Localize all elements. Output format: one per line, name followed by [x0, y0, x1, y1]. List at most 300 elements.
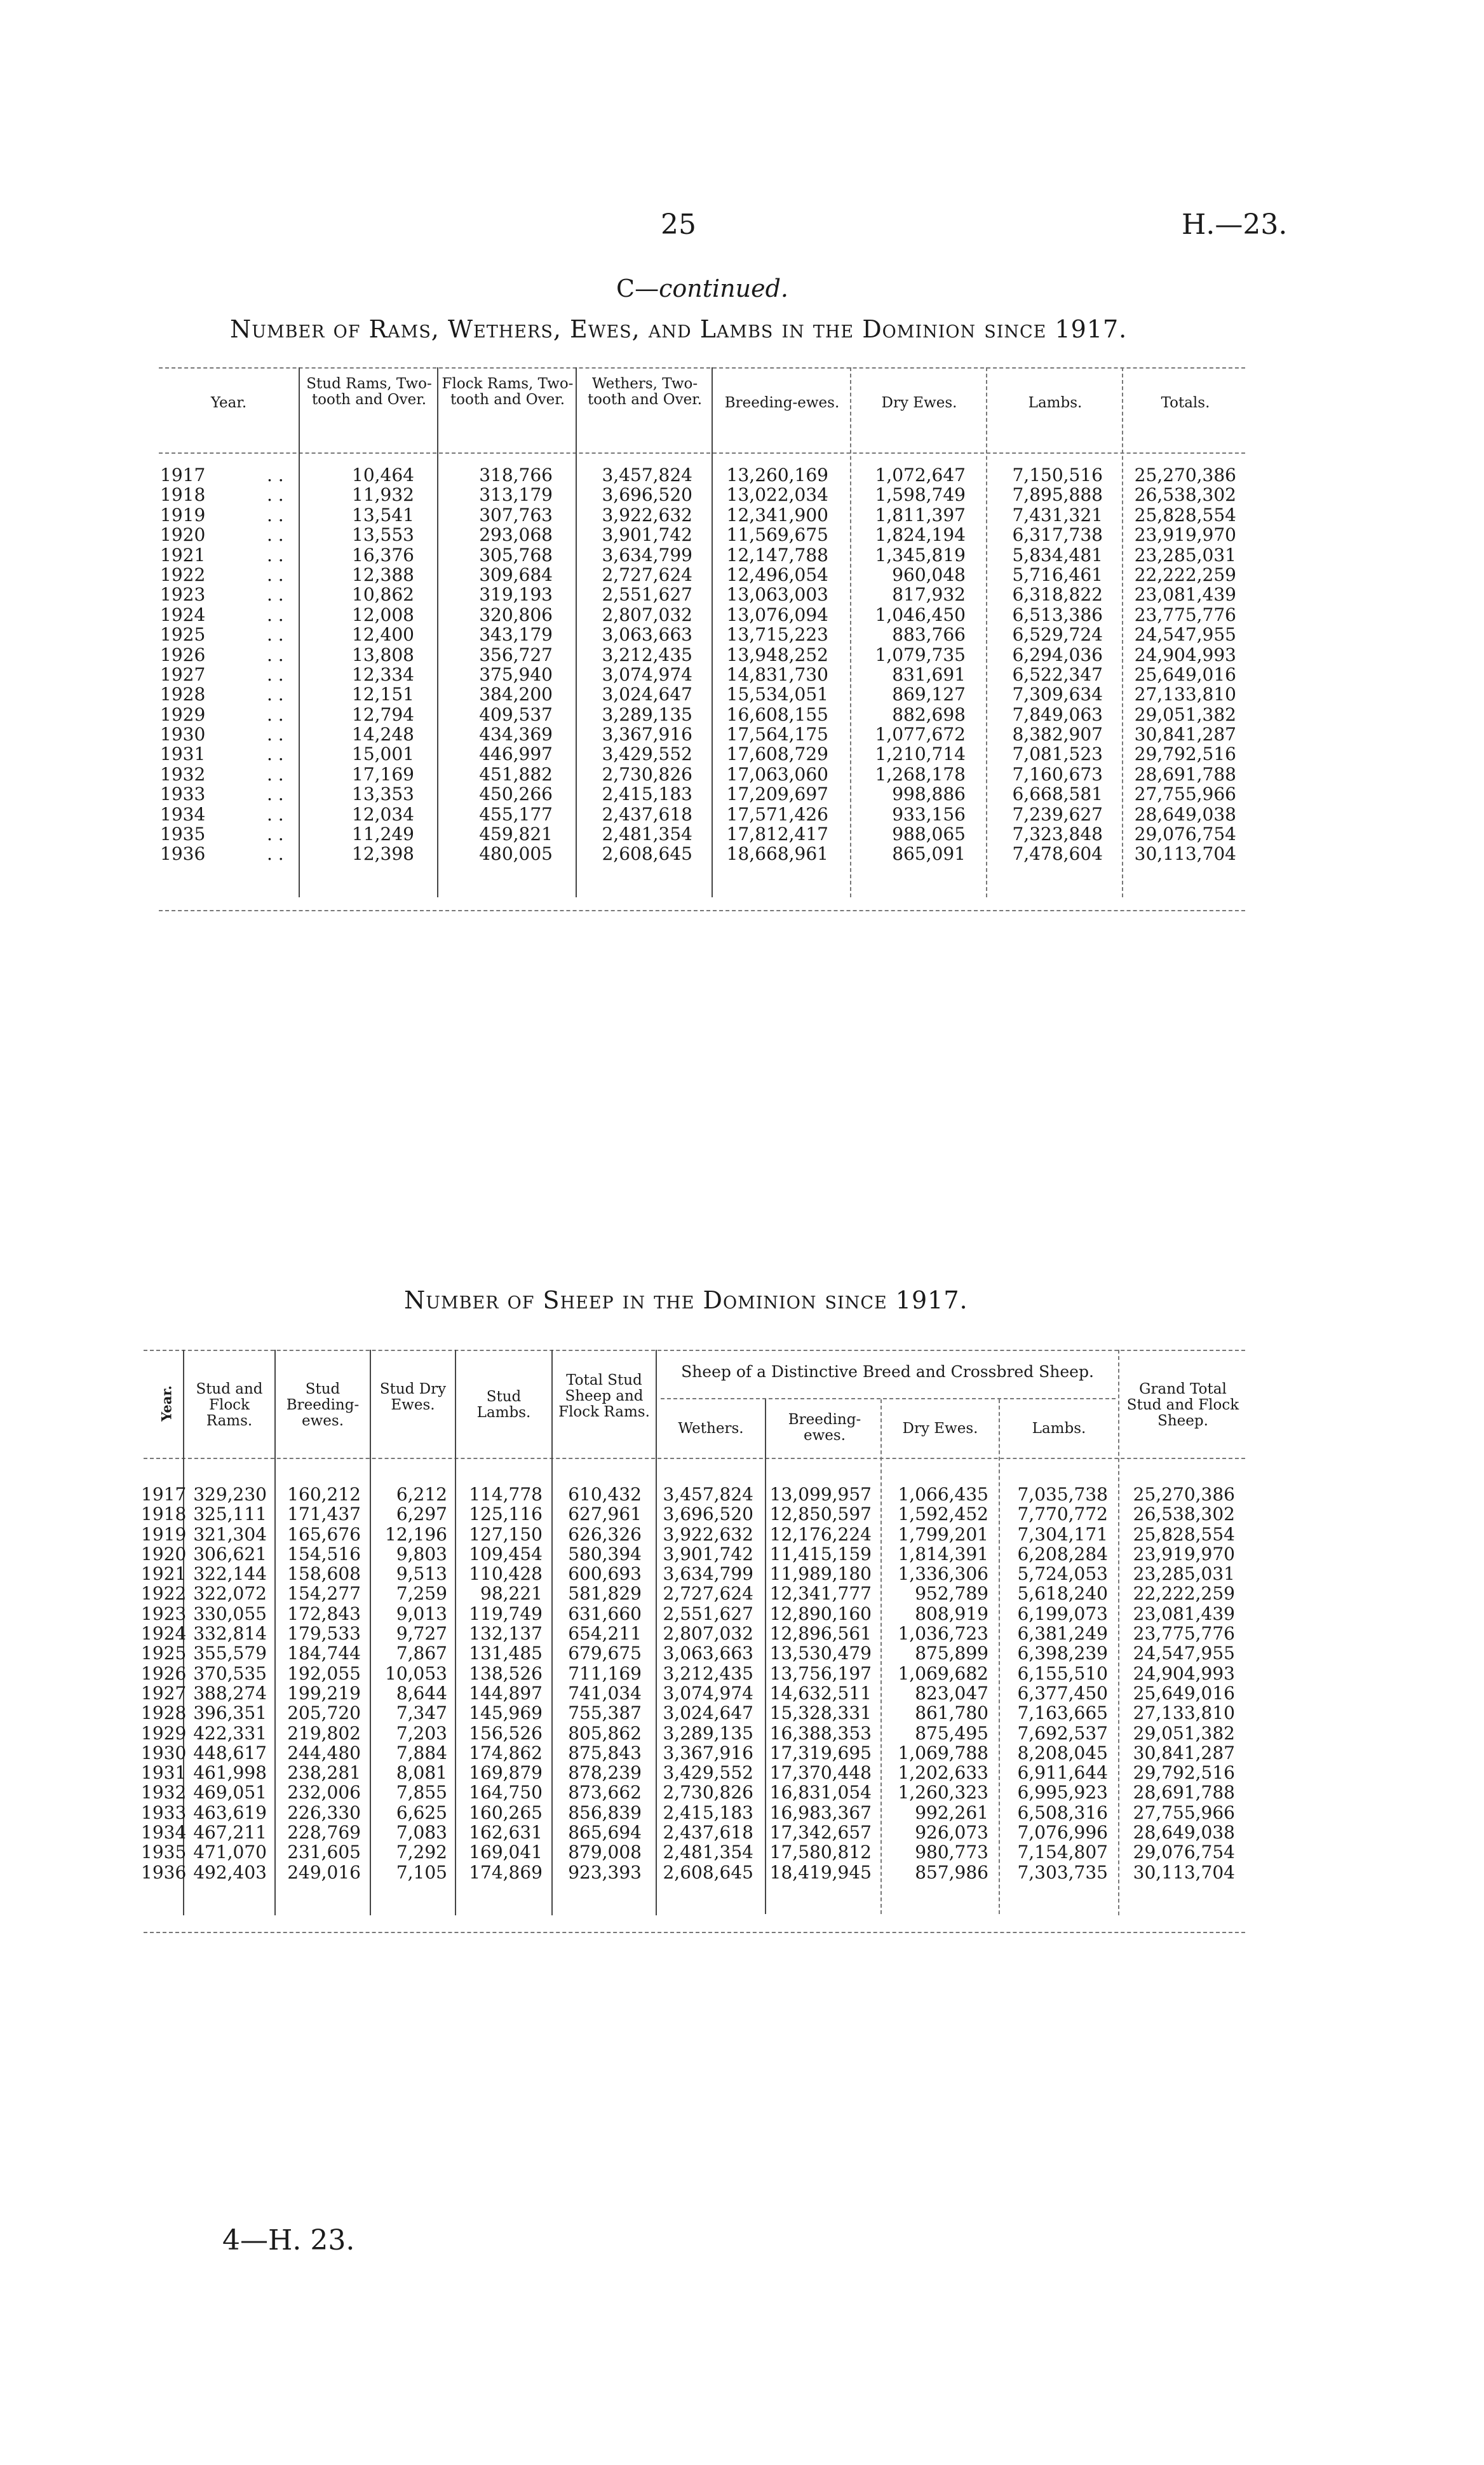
table1-wethers-cell: 2,730,826	[602, 763, 692, 785]
table1-wethers-cell: 2,437,618	[602, 803, 692, 825]
table2-lambs-cell: 6,995,923	[1017, 1782, 1108, 1803]
table1-dry-ewes-cell: 1,811,397	[875, 504, 966, 526]
table2-year-cell: 1935	[141, 1842, 187, 1863]
table2-stud-breeding-ewes-cell: 244,480	[287, 1742, 361, 1763]
table2-dry-ewes-cell: 1,069,788	[898, 1742, 988, 1763]
table1-divider	[986, 367, 987, 897]
table2-lambs-cell: 6,911,644	[1017, 1762, 1108, 1784]
table1-lambs-cell: 7,150,516	[1012, 465, 1103, 486]
table2-lambs-cell: 7,692,537	[1017, 1722, 1108, 1744]
table1-totals-cell: 27,755,966	[1134, 784, 1236, 805]
table1-dry-ewes-column	[854, 465, 966, 864]
table1-flock-rams-cell: 309,684	[479, 564, 553, 585]
table1-stud-rams-cell: 14,248	[352, 724, 414, 745]
table2-stud-dry-ewes-cell: 12,196	[385, 1523, 447, 1545]
table2-total-stud-cell: 711,169	[568, 1662, 642, 1684]
leader-dots: . .	[267, 504, 284, 526]
table2-stud-flock-rams-cell: 306,621	[193, 1543, 267, 1565]
table2-breeding-ewes-cell: 13,530,479	[769, 1643, 872, 1664]
table2-dry-ewes-cell: 1,336,306	[898, 1563, 988, 1585]
table1-wethers-cell: 3,289,135	[602, 703, 692, 725]
table1-totals-cell: 29,076,754	[1134, 824, 1236, 845]
table2-stud-breeding-ewes-cell: 160,212	[287, 1484, 361, 1505]
table2-year-cell: 1920	[141, 1543, 187, 1565]
table1-lambs-cell: 5,834,481	[1012, 544, 1103, 566]
table2-lambs-cell: 7,163,665	[1017, 1702, 1108, 1724]
table2-wethers-cell: 3,922,632	[663, 1523, 753, 1545]
table2-year-cell: 1933	[141, 1802, 187, 1823]
table1-year-cell: 1921	[160, 544, 206, 566]
table2-total-stud-cell: 626,326	[568, 1523, 642, 1545]
table1-breeding-ewes-cell: 12,341,900	[726, 504, 828, 526]
table2-wethers-cell: 2,608,645	[663, 1861, 753, 1883]
table1-year-cell: 1934	[160, 803, 206, 825]
table2-breeding-ewes-cell: 17,342,657	[769, 1822, 872, 1844]
table1-stud-rams-cell: 12,034	[352, 803, 414, 825]
table1-lambs-cell: 7,849,063	[1012, 703, 1103, 725]
table2-grand-total-cell: 29,792,516	[1133, 1762, 1235, 1784]
table1-dry-ewes-cell: 882,698	[892, 703, 966, 725]
table2-stud-breeding-ewes-cell: 184,744	[287, 1643, 361, 1664]
table2-grand-total-cell: 25,270,386	[1133, 1484, 1235, 1505]
table1-dry-ewes-cell: 1,824,194	[875, 524, 966, 546]
table2-stud-lambs-cell: 169,879	[469, 1762, 543, 1784]
table2-stud-breeding-ewes-cell: 232,006	[287, 1782, 361, 1803]
table2-total-stud-cell: 581,829	[568, 1583, 642, 1605]
table2-grand-total-cell: 26,538,302	[1133, 1504, 1235, 1525]
table1-lambs-column	[991, 465, 1103, 864]
table1-stud-rams-cell: 12,151	[352, 684, 414, 705]
table2-stud-flock-rams-cell: 461,998	[193, 1762, 267, 1784]
table1-wethers-cell: 3,457,824	[602, 465, 692, 486]
table2-stud-dry-ewes-cell: 7,105	[396, 1861, 447, 1883]
table2-lambs-cell: 6,381,249	[1017, 1623, 1108, 1645]
table2-total-stud-cell: 873,662	[568, 1782, 642, 1803]
table1-lambs-cell: 7,895,888	[1012, 484, 1103, 506]
table2-divider	[880, 1399, 882, 1914]
table1-totals-cell: 25,270,386	[1134, 465, 1236, 486]
table1-dry-ewes-cell: 988,065	[892, 824, 966, 845]
table2-total-stud-cell: 856,839	[568, 1802, 642, 1823]
table2-year-cell: 1919	[141, 1523, 187, 1545]
table1-stud-rams-cell: 12,400	[352, 624, 414, 646]
table2-year-cell: 1917	[141, 1484, 187, 1505]
table1-year-cell: 1922	[160, 564, 206, 585]
table1-breeding-ewes-cell: 18,668,961	[726, 843, 828, 865]
table1-totals-cell: 29,051,382	[1134, 703, 1236, 725]
table1-flock-rams-cell: 319,193	[479, 584, 553, 606]
table1-stud-rams-cell: 10,464	[352, 465, 414, 486]
table1-divider	[850, 367, 851, 897]
table1-flock-rams-cell: 480,005	[479, 843, 553, 865]
table2-lambs-cell: 6,208,284	[1017, 1543, 1108, 1565]
table1-dry-ewes-cell: 817,932	[892, 584, 966, 606]
table2-stud-lambs-cell: 127,150	[469, 1523, 543, 1545]
table2-group-rule	[661, 1398, 1116, 1399]
table1-flock-rams-cell: 305,768	[479, 544, 553, 566]
table2-grand-total-cell: 25,649,016	[1133, 1682, 1235, 1704]
table2-wethers-cell: 2,415,183	[663, 1802, 753, 1823]
table1-wethers-cell: 2,551,627	[602, 584, 692, 606]
table2-stud-flock-rams-cell: 463,619	[193, 1802, 267, 1823]
table1-totals-cell: 25,828,554	[1134, 504, 1236, 526]
table2-stud-breeding-ewes-cell: 158,608	[287, 1563, 361, 1585]
table1-lambs-cell: 7,160,673	[1012, 763, 1103, 785]
table1-flock-rams-cell: 455,177	[479, 803, 553, 825]
table2-stud-lambs-cell: 164,750	[469, 1782, 543, 1803]
continued-heading	[616, 275, 788, 302]
table1-stud-rams-cell: 13,808	[352, 644, 414, 665]
table2-lambs-cell: 6,398,239	[1017, 1643, 1108, 1664]
table1-year-cell: 1933	[160, 784, 206, 805]
table2-header-stud-breeding-ewes: Stud Breeding-ewes.	[286, 1381, 360, 1429]
table2-stud-flock-rams-cell: 471,070	[193, 1842, 267, 1863]
table2-year-cell: 1923	[141, 1603, 187, 1624]
table2-total-stud-cell: 610,432	[568, 1484, 642, 1505]
table2-year-cell: 1932	[141, 1782, 187, 1803]
table1-year-cell: 1924	[160, 604, 206, 625]
table1-breeding-ewes-cell: 17,564,175	[726, 724, 828, 745]
table2-year-cell: 1918	[141, 1504, 187, 1525]
table1-lambs-cell: 5,716,461	[1012, 564, 1103, 585]
table2-dry-ewes-cell: 1,036,723	[898, 1623, 988, 1645]
table2-lambs-cell: 6,155,510	[1017, 1662, 1108, 1684]
table2-breeding-ewes-cell: 14,632,511	[769, 1682, 872, 1704]
table1-totals-cell: 29,792,516	[1134, 744, 1236, 765]
table2-stud-flock-rams-cell: 321,304	[193, 1523, 267, 1545]
table1-totals-cell: 24,547,955	[1134, 624, 1236, 646]
table1-year-cell: 1926	[160, 644, 206, 665]
table1-year-cell: 1923	[160, 584, 206, 606]
table2-breeding-ewes-cell: 13,099,957	[769, 1484, 872, 1505]
table2-stud-breeding-ewes-column	[277, 1484, 361, 1882]
table1-stud-rams-cell: 13,553	[352, 524, 414, 546]
table1-title: Number of Rams, Wethers, Ewes, and Lambs in the Dominion since 1917.	[230, 315, 1128, 343]
table1-year-cell: 1928	[160, 684, 206, 705]
table1-lambs-cell: 6,294,036	[1012, 644, 1103, 665]
leader-dots: . .	[267, 524, 284, 546]
table1-lambs-cell: 6,317,738	[1012, 524, 1103, 546]
leader-dots: . .	[267, 744, 284, 765]
table2-stud-flock-rams-cell: 448,617	[193, 1742, 267, 1763]
table2-stud-flock-rams-cell: 492,403	[193, 1861, 267, 1883]
table1-year-cell: 1925	[160, 624, 206, 646]
table1-breeding-ewes-cell: 13,260,169	[726, 465, 828, 486]
table1-lambs-cell: 7,478,604	[1012, 843, 1103, 865]
table2-total-stud-column	[554, 1484, 642, 1882]
table2-total-stud-cell: 654,211	[568, 1623, 642, 1645]
table2-stud-lambs-cell: 125,116	[469, 1504, 543, 1525]
table1-breeding-ewes-cell: 12,147,788	[726, 544, 828, 566]
continued-italic: continued.	[659, 275, 788, 302]
table2-stud-lambs-cell: 156,526	[469, 1722, 543, 1744]
leader-dots: . .	[267, 644, 284, 665]
table2-stud-breeding-ewes-cell: 228,769	[287, 1822, 361, 1844]
table1-divider	[576, 367, 577, 897]
table2-wethers-cell: 3,063,663	[663, 1643, 753, 1664]
table2-stud-breeding-ewes-cell: 238,281	[287, 1762, 361, 1784]
table2-breeding-ewes-cell: 13,756,197	[769, 1662, 872, 1684]
table1-breeding-ewes-cell: 17,608,729	[726, 744, 828, 765]
table1-totals-cell: 22,222,259	[1134, 564, 1236, 585]
table2-wethers-cell: 3,457,824	[663, 1484, 753, 1505]
table2-lambs-cell: 7,770,772	[1017, 1504, 1108, 1525]
table2-stud-lambs-cell: 114,778	[469, 1484, 543, 1505]
table2-stud-breeding-ewes-cell: 154,516	[287, 1543, 361, 1565]
table2-bottom-rule	[144, 1932, 1245, 1933]
table1-stud-rams-cell: 12,388	[352, 564, 414, 585]
table2-grand-total-cell: 22,222,259	[1133, 1583, 1235, 1605]
table2-dry-ewes-cell: 1,260,323	[898, 1782, 988, 1803]
leader-dots: . .	[267, 624, 284, 646]
table2-year-cell: 1928	[141, 1702, 187, 1724]
table1-stud-rams-cell: 10,862	[352, 584, 414, 606]
table2-stud-lambs-cell: 162,631	[469, 1822, 543, 1844]
table2-stud-flock-rams-cell: 370,535	[193, 1662, 267, 1684]
leader-dots: . .	[267, 784, 284, 805]
table2-stud-dry-ewes-cell: 9,013	[396, 1603, 447, 1624]
table1-totals-column	[1126, 465, 1236, 864]
table1-lambs-cell: 6,318,822	[1012, 584, 1103, 606]
table1-totals-cell: 24,904,993	[1134, 644, 1236, 665]
table1-top-rule	[159, 367, 1245, 369]
table2-lambs-cell: 7,303,735	[1017, 1861, 1108, 1883]
table2-header-lambs: Lambs.	[1032, 1420, 1086, 1437]
table1-stud-rams-cell: 12,008	[352, 604, 414, 625]
table1-breeding-ewes-cell: 13,076,094	[726, 604, 828, 625]
table2-divider	[1118, 1350, 1119, 1915]
table1-dry-ewes-cell: 1,079,735	[875, 644, 966, 665]
table1-divider	[299, 367, 300, 897]
table1-header-dry-ewes: Dry Ewes.	[881, 395, 957, 411]
table2-year-cell: 1926	[141, 1662, 187, 1684]
table2-stud-flock-rams-cell: 469,051	[193, 1782, 267, 1803]
table2-header-wethers: Wethers.	[678, 1420, 744, 1437]
table2-stud-dry-ewes-cell: 9,727	[396, 1623, 447, 1645]
table1-header-lambs: Lambs.	[1028, 395, 1083, 411]
table1-totals-cell: 27,133,810	[1134, 684, 1236, 705]
table1-breeding-ewes-cell: 17,063,060	[726, 763, 828, 785]
table2-year-column	[141, 1484, 186, 1882]
table2-dry-ewes-column	[883, 1484, 988, 1882]
table1-lambs-cell: 6,668,581	[1012, 784, 1103, 805]
table2-stud-breeding-ewes-cell: 226,330	[287, 1802, 361, 1823]
table2-stud-dry-ewes-column	[372, 1484, 447, 1882]
table1-flock-rams-cell: 375,940	[479, 663, 553, 685]
page-number: 25	[661, 208, 696, 241]
table1-totals-cell: 23,081,439	[1134, 584, 1236, 606]
table2-stud-flock-rams-cell: 355,579	[193, 1643, 267, 1664]
table1-flock-rams-cell: 409,537	[479, 703, 553, 725]
table2-grand-total-cell: 28,691,788	[1133, 1782, 1235, 1803]
table1-totals-cell: 26,538,302	[1134, 484, 1236, 506]
table1-breeding-ewes-cell: 17,812,417	[726, 824, 828, 845]
leader-dots: . .	[267, 724, 284, 745]
table1-wethers-cell: 3,634,799	[602, 544, 692, 566]
table2-wethers-cell: 3,696,520	[663, 1504, 753, 1525]
table1-dry-ewes-cell: 831,691	[892, 663, 966, 685]
table2-breeding-ewes-cell: 15,328,331	[769, 1702, 872, 1724]
table2-breeding-ewes-cell: 18,419,945	[769, 1861, 872, 1883]
table1-wethers-cell: 2,608,645	[602, 843, 692, 865]
table1-totals-cell: 23,919,970	[1134, 524, 1236, 546]
table2-total-stud-cell: 631,660	[568, 1603, 642, 1624]
table2-stud-breeding-ewes-cell: 205,720	[287, 1702, 361, 1724]
table1-breeding-ewes-cell: 13,948,252	[726, 644, 828, 665]
table2-stud-dry-ewes-cell: 9,803	[396, 1543, 447, 1565]
table2-dry-ewes-cell: 875,899	[915, 1643, 988, 1664]
table2-breeding-ewes-cell: 17,370,448	[769, 1762, 872, 1784]
table2-total-stud-cell: 878,239	[568, 1762, 642, 1784]
table1-dry-ewes-cell: 960,048	[892, 564, 966, 585]
table2-grand-total-cell: 23,081,439	[1133, 1603, 1235, 1624]
table2-grand-total-cell: 23,285,031	[1133, 1563, 1235, 1585]
table2-title: Number of Sheep in the Dominion since 1917.	[404, 1286, 968, 1314]
table2-breeding-ewes-cell: 12,176,224	[769, 1523, 872, 1545]
table2-breeding-ewes-cell: 11,989,180	[769, 1563, 872, 1585]
table2-stud-dry-ewes-cell: 7,867	[396, 1643, 447, 1664]
table1-year-cell: 1931	[160, 744, 206, 765]
table1-flock-rams-cell: 307,763	[479, 504, 553, 526]
table2-breeding-ewes-cell: 11,415,159	[769, 1543, 872, 1565]
table2-stud-lambs-cell: 174,862	[469, 1742, 543, 1763]
table2-stud-dry-ewes-cell: 7,083	[396, 1822, 447, 1844]
table2-header-year: Year.	[158, 1385, 175, 1422]
table2-header-stud-lambs: Stud Lambs.	[476, 1389, 531, 1421]
table2-header-group: Sheep of a Distinctive Breed and Crossbred Sheep.	[681, 1362, 1094, 1381]
table1-stud-rams-cell: 13,353	[352, 784, 414, 805]
leader-dots: . .	[267, 803, 284, 825]
table2-divider	[274, 1350, 276, 1915]
table2-divider	[370, 1350, 371, 1915]
table2-divider	[455, 1350, 456, 1915]
table1-flock-rams-cell: 320,806	[479, 604, 553, 625]
table1-dry-ewes-cell: 998,886	[892, 784, 966, 805]
table2-breeding-ewes-cell: 12,850,597	[769, 1504, 872, 1525]
table2-stud-dry-ewes-cell: 6,212	[396, 1484, 447, 1505]
table2-grand-total-column	[1121, 1484, 1235, 1882]
table2-grand-total-cell: 27,755,966	[1133, 1802, 1235, 1823]
table2-stud-breeding-ewes-cell: 172,843	[287, 1603, 361, 1624]
table2-header-total-stud: Total Stud Sheep and Flock Rams.	[558, 1372, 650, 1420]
table1-lambs-cell: 6,522,347	[1012, 663, 1103, 685]
table1-totals-cell: 28,649,038	[1134, 803, 1236, 825]
table1-dry-ewes-cell: 869,127	[892, 684, 966, 705]
table2-dry-ewes-cell: 1,066,435	[898, 1484, 988, 1505]
table2-dry-ewes-cell: 1,799,201	[898, 1523, 988, 1545]
table1-lambs-cell: 7,081,523	[1012, 744, 1103, 765]
table2-wethers-cell: 2,437,618	[663, 1822, 753, 1844]
table1-breeding-ewes-cell: 17,209,697	[726, 784, 828, 805]
table2-stud-dry-ewes-cell: 7,347	[396, 1702, 447, 1724]
table2-year-cell: 1930	[141, 1742, 187, 1763]
table2-breeding-ewes-cell: 17,319,695	[769, 1742, 872, 1763]
table2-stud-lambs-cell: 132,137	[469, 1623, 543, 1645]
table2-dry-ewes-cell: 952,789	[915, 1583, 988, 1605]
table2-wethers-cell: 2,551,627	[663, 1603, 753, 1624]
table2-total-stud-cell: 805,862	[568, 1722, 642, 1744]
table2-header-grand-total: Grand Total Stud and Flock Sheep.	[1126, 1381, 1239, 1429]
table2-stud-dry-ewes-cell: 10,053	[385, 1662, 447, 1684]
leader-dots: . .	[267, 484, 284, 506]
table1-header-stud-rams: Stud Rams, Two-tooth and Over.	[306, 376, 432, 408]
table2-header-stud-dry-ewes: Stud Dry Ewes.	[379, 1381, 447, 1413]
table1-year-cell: 1932	[160, 763, 206, 785]
table2-wethers-cell: 3,429,552	[663, 1762, 753, 1784]
table2-stud-lambs-cell: 119,749	[469, 1603, 543, 1624]
table2-stud-dry-ewes-cell: 7,884	[396, 1742, 447, 1763]
table1-lambs-cell: 7,323,848	[1012, 824, 1103, 845]
table2-dry-ewes-cell: 1,592,452	[898, 1504, 988, 1525]
table2-year-cell: 1931	[141, 1762, 187, 1784]
table1-year-cell: 1917	[160, 465, 206, 486]
table1-wethers-cell: 2,807,032	[602, 604, 692, 625]
table1-totals-cell: 30,841,287	[1134, 724, 1236, 745]
table2-divider	[999, 1399, 1000, 1914]
table2-header-breeding-ewes: Breeding-ewes.	[788, 1411, 861, 1444]
table1-header-flock-rams: Flock Rams, Two-tooth and Over.	[442, 376, 574, 408]
table1-stud-rams-cell: 12,334	[352, 663, 414, 685]
table1-breeding-ewes-cell: 17,571,426	[726, 803, 828, 825]
table1-stud-rams-cell: 11,249	[352, 824, 414, 845]
table2-dry-ewes-cell: 857,986	[915, 1861, 988, 1883]
table1-totals-cell: 23,285,031	[1134, 544, 1236, 566]
table2-total-stud-cell: 879,008	[568, 1842, 642, 1863]
table2-stud-breeding-ewes-cell: 192,055	[287, 1662, 361, 1684]
table2-stud-dry-ewes-cell: 7,855	[396, 1782, 447, 1803]
table2-stud-dry-ewes-cell: 7,203	[396, 1722, 447, 1744]
table2-stud-dry-ewes-cell: 7,259	[396, 1583, 447, 1605]
table1-breeding-ewes-cell: 15,534,051	[726, 684, 828, 705]
table1-stud-rams-cell: 11,932	[352, 484, 414, 506]
table1-year-cell: 1935	[160, 824, 206, 845]
table2-stud-flock-rams-cell: 388,274	[193, 1682, 267, 1704]
table2-breeding-ewes-cell: 16,831,054	[769, 1782, 872, 1803]
table1-dry-ewes-cell: 1,072,647	[875, 465, 966, 486]
table1-breeding-ewes-cell: 14,831,730	[726, 663, 828, 685]
table2-total-stud-cell: 679,675	[568, 1643, 642, 1664]
table2-grand-total-cell: 30,841,287	[1133, 1742, 1235, 1763]
table2-year-cell: 1936	[141, 1861, 187, 1883]
table1-lambs-cell: 7,309,634	[1012, 684, 1103, 705]
table1-year-cell: 1930	[160, 724, 206, 745]
table1-lambs-cell: 7,239,627	[1012, 803, 1103, 825]
table2-year-cell: 1921	[141, 1563, 187, 1585]
table2-stud-flock-rams-cell: 322,072	[193, 1583, 267, 1605]
table2-grand-total-cell: 29,051,382	[1133, 1722, 1235, 1744]
table1-breeding-ewes-cell: 11,569,675	[726, 524, 828, 546]
table2-total-stud-cell: 865,694	[568, 1822, 642, 1844]
document-reference: H.—23.	[1182, 208, 1288, 241]
table2-lambs-cell: 8,208,045	[1017, 1742, 1108, 1763]
table1-flock-rams-cell: 434,369	[479, 724, 553, 745]
table2-grand-total-cell: 28,649,038	[1133, 1822, 1235, 1844]
table2-wethers-cell: 2,807,032	[663, 1623, 753, 1645]
table1-flock-rams-cell: 313,179	[479, 484, 553, 506]
table2-dry-ewes-cell: 1,202,633	[898, 1762, 988, 1784]
table1-wethers-cell: 3,063,663	[602, 624, 692, 646]
table2-wethers-cell: 3,901,742	[663, 1543, 753, 1565]
table1-wethers-column	[579, 465, 692, 864]
table1-leader-dots	[267, 465, 284, 864]
table1-dry-ewes-cell: 1,598,749	[875, 484, 966, 506]
table2-header-dry-ewes: Dry Ewes.	[902, 1420, 978, 1437]
table1-header-year: Year.	[210, 395, 247, 411]
table2-year-cell: 1929	[141, 1722, 187, 1744]
leader-dots: . .	[267, 604, 284, 625]
leader-dots: . .	[267, 544, 284, 566]
table2-stud-dry-ewes-cell: 7,292	[396, 1842, 447, 1863]
